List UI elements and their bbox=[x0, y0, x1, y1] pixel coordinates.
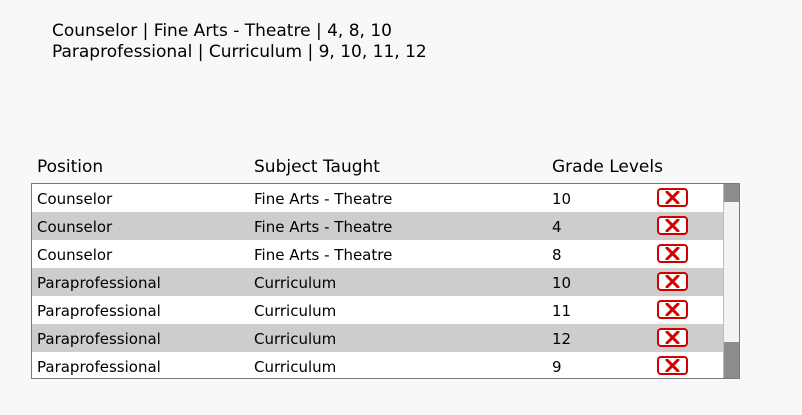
table-row bbox=[32, 184, 725, 212]
subject-cell: Curriculum bbox=[254, 358, 337, 376]
delete-row-button[interactable] bbox=[657, 300, 688, 319]
close-x-icon bbox=[665, 247, 680, 260]
grade-cell: 11 bbox=[552, 302, 572, 320]
delete-row-button[interactable] bbox=[657, 356, 688, 375]
table-row bbox=[32, 296, 725, 324]
position-cell: Paraprofessional bbox=[37, 302, 161, 320]
delete-row-button[interactable] bbox=[657, 328, 688, 347]
grade-cell: 9 bbox=[552, 358, 562, 376]
table-row bbox=[32, 240, 725, 268]
close-x-icon bbox=[665, 275, 680, 288]
grade-cell: 4 bbox=[552, 218, 562, 236]
table-row bbox=[32, 352, 725, 379]
vertical-scrollbar[interactable] bbox=[723, 184, 739, 378]
grade-cell: 10 bbox=[552, 190, 572, 208]
assignment-summary bbox=[52, 21, 427, 63]
assignments-table bbox=[31, 183, 740, 379]
position-cell: Counselor bbox=[37, 190, 113, 208]
delete-row-button[interactable] bbox=[657, 272, 688, 291]
position-cell: Counselor bbox=[37, 218, 113, 236]
table-header bbox=[0, 157, 802, 179]
close-x-icon bbox=[665, 219, 680, 232]
delete-row-button[interactable] bbox=[657, 188, 688, 207]
close-x-icon bbox=[665, 359, 680, 372]
subject-cell: Fine Arts - Theatre bbox=[254, 190, 393, 208]
position-cell: Paraprofessional bbox=[37, 274, 161, 292]
column-header-grade-levels: Grade Levels bbox=[552, 157, 663, 177]
table-row bbox=[32, 212, 725, 240]
subject-cell: Fine Arts - Theatre bbox=[254, 246, 393, 264]
subject-cell: Curriculum bbox=[254, 330, 337, 348]
scrollbar-thumb-bottom[interactable] bbox=[724, 342, 739, 378]
position-cell: Counselor bbox=[37, 246, 113, 264]
grade-cell: 10 bbox=[552, 274, 572, 292]
position-cell: Paraprofessional bbox=[37, 358, 161, 376]
table-row bbox=[32, 268, 725, 296]
close-x-icon bbox=[665, 303, 680, 316]
delete-row-button[interactable] bbox=[657, 216, 688, 235]
subject-cell: Fine Arts - Theatre bbox=[254, 218, 393, 236]
close-x-icon bbox=[665, 331, 680, 344]
delete-row-button[interactable] bbox=[657, 244, 688, 263]
column-header-subject: Subject Taught bbox=[254, 157, 380, 177]
grade-cell: 12 bbox=[552, 330, 572, 348]
close-x-icon bbox=[665, 191, 680, 204]
column-header-position: Position bbox=[37, 157, 104, 177]
position-cell: Paraprofessional bbox=[37, 330, 161, 348]
summary-line: Paraprofessional | Curriculum | 9, 10, 11, 12 bbox=[52, 42, 427, 62]
grade-cell: 8 bbox=[552, 246, 562, 264]
scrollbar-thumb-top[interactable] bbox=[724, 184, 739, 202]
table-row bbox=[32, 324, 725, 352]
summary-line: Counselor | Fine Arts - Theatre | 4, 8, 10 bbox=[52, 21, 392, 41]
subject-cell: Curriculum bbox=[254, 274, 337, 292]
subject-cell: Curriculum bbox=[254, 302, 337, 320]
